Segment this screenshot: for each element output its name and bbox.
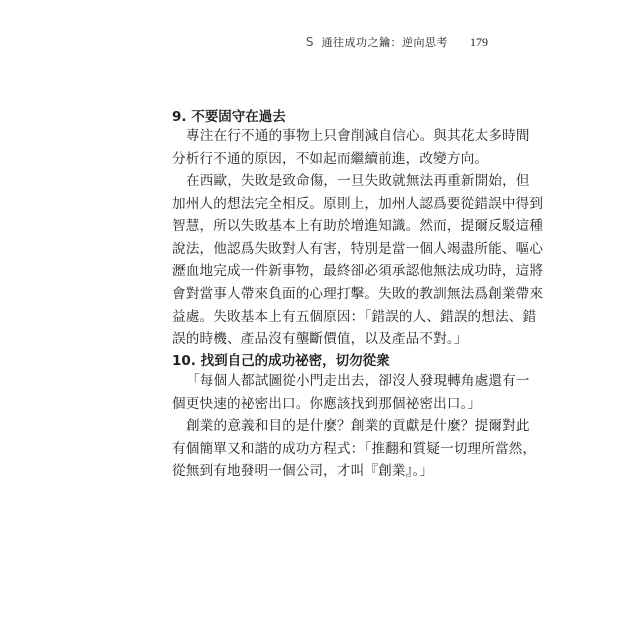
text-line: 益處。失敗基本上有五個原因：「錯誤的人、錯誤的想法、錯 [172, 308, 537, 325]
paragraph [172, 125, 530, 170]
section-heading-10: 10. 找到自己的成功祕密，切勿從衆 [172, 353, 390, 369]
text-line: 說法，他認爲失敗對人有害，特別是當一個人竭盡所能、嘔心 [172, 240, 544, 257]
text-line: 個更快速的祕密出口。你應該找到那個祕密出口。」 [172, 395, 482, 412]
text-line: 從無到有地發明一個公司，才叫『創業』。」 [172, 463, 434, 480]
paragraph [172, 170, 544, 351]
text-line: 「每個人都試圖從小門走出去，卻沒人發現轉角處還有一 [186, 373, 530, 389]
paragraph [172, 370, 530, 415]
text-line: 在西歐，失敗是致命傷，一旦失敗就無法再重新開始，但 [186, 173, 530, 189]
page-number: 179 [470, 34, 488, 49]
section-heading-9: 9. 不要固守在過去 [172, 109, 286, 125]
running-header [306, 34, 488, 50]
text-line: 瀝血地完成一件新事物，最終卻必須承認他無法成功時，這將 [172, 263, 544, 280]
text-line: 智慧，所以失敗基本上有助於增進知識。然而，提爾反駁這種 [172, 218, 544, 235]
running-title: 通往成功之鑰：逆向思考 [321, 36, 448, 49]
text-line: 誤的時機、產品沒有壟斷價值，以及產品不對。」 [172, 331, 468, 348]
text-line: 專注在行不通的事物上只會削減自信心。與其花太多時間 [186, 128, 530, 144]
paragraph [172, 415, 537, 483]
text-line: 加州人的想法完全相反。原則上，加州人認爲要從錯誤中得到 [172, 195, 544, 212]
chapter-mark: S [305, 35, 314, 49]
text-line: 有個簡單又和諧的成功方程式：「推翻和質疑一切理所當然， [172, 440, 537, 457]
text-line: 分析行不通的原因，不如起而繼續前進，改變方向。 [172, 150, 489, 167]
text-line: 會對當事人帶來負面的心理打擊。失敗的教訓無法爲創業帶來 [172, 285, 544, 302]
text-line: 創業的意義和目的是什麼？創業的貢獻是什麼？提爾對此 [186, 418, 530, 434]
